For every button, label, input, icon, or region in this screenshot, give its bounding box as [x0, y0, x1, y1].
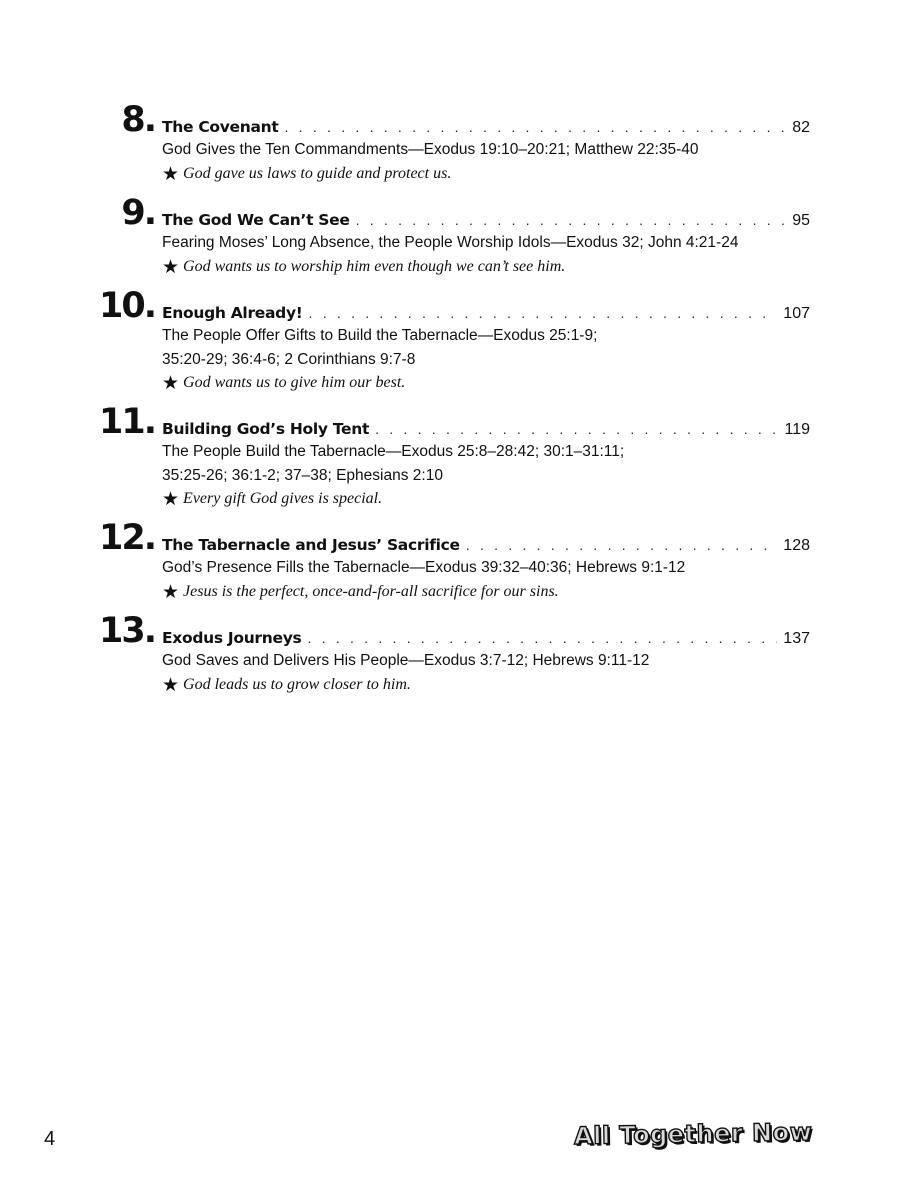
lesson-number: 9. [121, 193, 155, 233]
lesson-title: The Tabernacle and Jesus’ Sacrifice [162, 536, 460, 554]
lesson-title: Building God’s Holy Tent [162, 420, 370, 438]
scripture-line: God Gives the Ten Commandments—Exodus 19:10–20:21; Matthew 22:35-40 [162, 141, 699, 158]
lesson-number: 10. [98, 286, 155, 326]
lesson-theme [162, 487, 802, 511]
lesson-page-number: 95 [792, 212, 810, 229]
theme-text: God leads us to grow closer to him. [183, 675, 411, 693]
lesson-details [162, 231, 802, 278]
lesson-details [162, 556, 802, 603]
star-icon: ★ [162, 580, 180, 603]
dot-leader [356, 209, 787, 231]
theme-text: God gave us laws to guide and protect us. [183, 164, 452, 182]
theme-text: Every gift God gives is special. [183, 490, 383, 507]
lesson-title: Exodus Journeys [162, 629, 302, 647]
lesson-number: 8. [121, 100, 155, 140]
dot-leader [285, 116, 787, 138]
lesson-details [162, 138, 802, 185]
lesson-theme [162, 162, 802, 186]
star-icon: ★ [162, 372, 180, 394]
star-icon: ★ [162, 673, 180, 696]
dot-leader [466, 534, 778, 556]
scripture-line: Fearing Moses’ Long Absence, the People Worship Idols—Exodus 32; John 4:21-24 [162, 234, 739, 251]
scripture-line: God Saves and Delivers His People—Exodus 3:7-12; Hebrews 9:11-12 [162, 652, 650, 669]
scripture-line: The People Offer Gifts to Build the Tabernacle—Exodus 25:1-9; [162, 327, 598, 344]
lesson-title-row[interactable] [162, 534, 810, 556]
lesson-title: The Covenant [162, 118, 279, 136]
lesson-title-row[interactable] [162, 627, 810, 649]
lesson-title-row[interactable] [162, 209, 810, 231]
lesson-number: 11. [98, 402, 155, 442]
star-icon: ★ [162, 162, 180, 185]
dot-leader [309, 302, 778, 324]
lesson-page-number: 82 [792, 119, 810, 136]
star-icon: ★ [162, 255, 180, 278]
theme-text: Jesus is the perfect, once-and-for-all sacrifice for our sins. [183, 582, 559, 600]
lesson-page-number: 128 [783, 537, 810, 554]
lesson-theme [162, 580, 802, 604]
lesson-details [162, 440, 802, 511]
lesson-title-row[interactable] [162, 116, 810, 138]
lesson-details [162, 649, 802, 696]
lesson-title-row[interactable] [162, 302, 810, 324]
page-number: 4 [44, 1128, 56, 1150]
lesson-theme [162, 673, 802, 697]
scripture-line: 35:25-26; 36:1-2; 37–38; Ephesians 2:10 [162, 466, 443, 484]
lesson-page-number: 137 [783, 630, 810, 647]
dot-leader [375, 418, 778, 440]
lesson-page-number: 107 [783, 305, 810, 322]
lesson-title: The God We Can’t See [162, 211, 350, 229]
lesson-number: 12. [98, 518, 155, 558]
lesson-title-row[interactable] [162, 418, 810, 440]
lesson-title: Enough Already! [162, 304, 303, 322]
lesson-details [162, 324, 802, 395]
scripture-line: The People Build the Tabernacle—Exodus 25:8–28:42; 30:1–31:11; [162, 443, 625, 460]
lesson-page-number: 119 [784, 421, 810, 438]
lesson-theme [162, 371, 802, 395]
lesson-theme [162, 255, 802, 279]
scripture-line: 35:20-29; 36:4-6; 2 Corinthians 9:7-8 [162, 350, 416, 368]
theme-text: God wants us to give him our best. [183, 374, 406, 391]
series-logo: All Together Now [573, 1117, 813, 1151]
theme-text: God wants us to worship him even though we can’t see him. [183, 257, 566, 275]
dot-leader [307, 627, 777, 649]
star-icon: ★ [162, 488, 180, 510]
lesson-number: 13. [98, 611, 155, 651]
scripture-line: God’s Presence Fills the Tabernacle—Exodus 39:32–40:36; Hebrews 9:1-12 [162, 559, 686, 576]
